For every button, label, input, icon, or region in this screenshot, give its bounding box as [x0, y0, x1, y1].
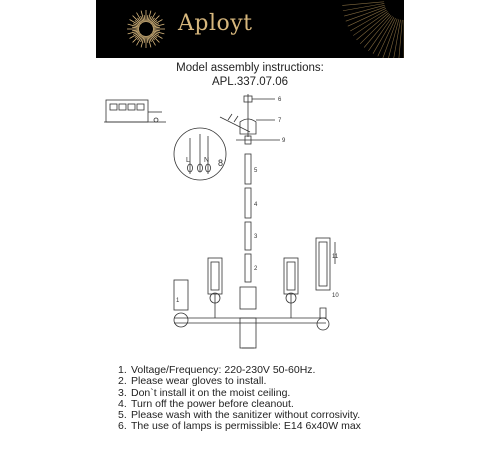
callout-3: 3 — [254, 234, 258, 240]
shade-left-outer — [174, 280, 188, 310]
instruction-item: 2. Please wear gloves to install. — [118, 375, 267, 388]
callout-5: 5 — [254, 168, 258, 174]
rod-2 — [245, 254, 251, 282]
document-title: Model assembly instructions: — [176, 62, 324, 74]
shade-right-outer — [316, 238, 330, 290]
corner-ray — [357, 13, 389, 40]
instruction-item: 4. Turn off the power before cleanout. — [118, 397, 294, 410]
sun-ray — [133, 16, 141, 24]
rod-5 — [245, 154, 251, 184]
corner-ray — [353, 11, 387, 35]
corner-ray — [364, 15, 391, 47]
sun-ray — [153, 30, 160, 31]
rod-3 — [245, 222, 251, 250]
instruction-item: 1. Voltage/Frequency: 220-230V 50-60Hz. — [118, 364, 316, 376]
callout-11: 11 — [332, 254, 339, 260]
instruction-item: 3. Don`t install it on the moist ceiling. — [118, 386, 291, 399]
callout-6: 6 — [278, 97, 282, 103]
brand-name: Aployt — [178, 11, 253, 36]
model-number: APL.337.07.06 — [211, 76, 289, 88]
terminal-block — [106, 100, 148, 122]
callout-7: 7 — [278, 118, 282, 124]
sun-ray — [147, 15, 148, 22]
callout-8: 8 — [218, 158, 224, 168]
callout-9: 9 — [282, 138, 286, 144]
sun-ray — [151, 16, 159, 24]
rod-4 — [245, 188, 251, 218]
sun-ray — [133, 34, 141, 42]
wire-label-l: L — [186, 157, 190, 164]
corner-ray — [399, 20, 403, 58]
sun-ray — [147, 36, 148, 43]
instructions-list — [118, 365, 361, 433]
sun-ray — [153, 27, 160, 28]
instruction-item: 6. The use of lamps is permissible: E14 6x40W max — [118, 420, 361, 433]
callout-1: 1 — [176, 298, 180, 304]
assembly-diagram — [90, 92, 350, 362]
instruction-item: 5. Please wash with the sanitizer without corrosivity. — [118, 409, 361, 422]
wire-label-n: N — [204, 157, 210, 164]
sun-ray — [151, 34, 159, 42]
shade-left-inner — [208, 258, 222, 294]
corner-ray — [368, 16, 392, 50]
shade-right-inner — [284, 258, 298, 294]
central-hub — [240, 287, 256, 309]
brand-banner — [96, 0, 404, 58]
sun-ray — [144, 36, 145, 43]
sun-ray — [144, 15, 145, 22]
callout-2: 2 — [254, 266, 258, 272]
sun-ray — [132, 30, 139, 31]
callout-10: 10 — [332, 293, 339, 299]
callout-4: 4 — [254, 202, 258, 208]
sun-ray — [132, 27, 139, 28]
